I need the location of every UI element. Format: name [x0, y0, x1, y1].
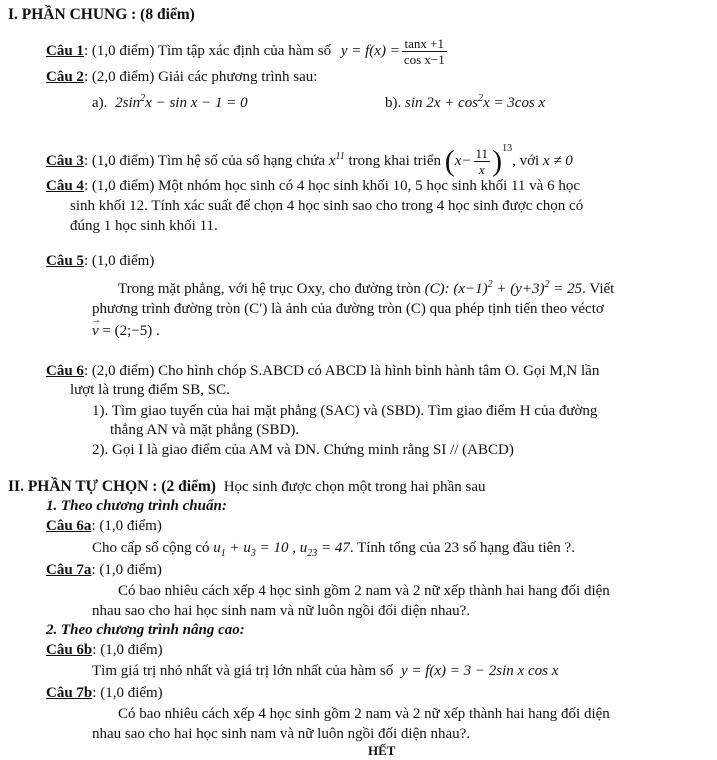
binomial-denominator: x [478, 162, 485, 178]
question-5-label: Câu 5 [46, 253, 84, 269]
question-5-head: : (1,0 điểm) [83, 253, 155, 269]
paren-open: ( [444, 144, 455, 178]
question-7b [46, 684, 163, 702]
fraction-denominator: cos x−1 [403, 52, 445, 67]
question-4 [46, 177, 580, 195]
question-2-label: Câu 2 [46, 69, 84, 85]
question-2b-label: b). [385, 95, 402, 111]
question-6b-text: Tìm giá trị nhỏ nhất và giá trị lớn nhất của hàm số [92, 663, 394, 679]
condition-x: x ≠ 0 [542, 153, 573, 169]
part2-heading-tail: Học sinh được chọn một trong hai phần sau [223, 479, 486, 495]
question-6-line-1: : (2,0 điểm) Cho hình chóp S.ABCD có ABCD là hình bình hành tâm O. Gọi M,N lần [83, 363, 600, 379]
question-3-tail: , với [512, 153, 540, 169]
question-7a-label: Câu 7a [46, 562, 92, 578]
question-3-text: : (1,0 điểm) Tìm hệ số của số hạng chứa [83, 153, 326, 169]
question-2b [385, 90, 545, 112]
question-4-line-1: : (1,0 điểm) Một nhóm học sinh có 4 học sinh khối 10, 5 học sinh khối 11 và 6 học [83, 178, 580, 194]
question-6b [46, 641, 163, 659]
question-7a-line-1: Có bao nhiêu cách xếp 4 học sinh gồm 2 nam và 2 nữ xếp thành hai hang đối diện [118, 583, 610, 599]
question-5-line-3 [92, 322, 160, 340]
question-1-lhs: y = f(x) = [340, 42, 400, 59]
binomial-numerator: 11 [475, 146, 489, 162]
question-6a-text: Cho cấp số cộng có [92, 540, 210, 556]
question-1-text: : (1,0 điểm) Tìm tập xác định của hàm số [83, 42, 332, 59]
question-6b-line-1 [92, 662, 558, 680]
question-1-fraction [402, 36, 447, 67]
binomial-exponent: 13 [502, 143, 513, 154]
paren-close: ) [492, 144, 503, 178]
question-6-line-5: 2). Gọi I là giao điểm của AM và DN. Chứng minh rằng SI // (ABCD) [92, 442, 514, 458]
program-standard-heading: 1. Theo chương trình chuẩn: [46, 498, 227, 514]
question-1 [46, 36, 449, 67]
question-7a-head: : (1,0 điểm) [91, 562, 162, 578]
part2-heading: II. PHẦN TỰ CHỌN : (2 điểm) [8, 478, 216, 495]
question-6-line-2: lượt là trung điểm SB, SC. [70, 382, 230, 398]
question-1-label: Câu 1 [46, 42, 84, 59]
question-2-text: : (2,0 điểm) Giải các phương trình sau: [83, 69, 318, 85]
question-6-line-3: 1). Tìm giao tuyến của hai mặt phẳng (SAC) và (SBD). Tìm giao điểm H của đường [92, 403, 598, 419]
footer-end-mark: HẾT [368, 743, 396, 758]
part2-heading-line [8, 478, 486, 496]
question-7b-label: Câu 7b [46, 685, 93, 701]
question-3-label: Câu 3 [46, 153, 84, 169]
question-6-line-4: thẳng AN và mặt phẳng (SBD). [110, 422, 300, 438]
equation-2b: $\sin 2x + \cos^2x = 3\cos$ x [405, 93, 546, 111]
question-2a-label: a). [92, 95, 108, 111]
question-6 [46, 362, 599, 380]
circle-equation: (C): $(x-1)^2 + (y+3)^2 = 25$ [424, 279, 583, 297]
function-6b: y = f(x) = 3 − 2sin x cos x [400, 663, 559, 679]
question-6b-head: : (1,0 điểm) [92, 642, 163, 658]
fraction-numerator: tanx +1 [402, 36, 447, 52]
binomial-fraction [474, 146, 491, 177]
equation-2a: $2\sin^2x - \sin x - 1 = 0$ [115, 93, 248, 111]
question-6a-head: : (1,0 điểm) [91, 518, 162, 534]
question-4-label: Câu 4 [46, 178, 84, 194]
question-6a-tail: . Tính tổng của 23 số hạng đầu tiên ?. [349, 540, 575, 556]
question-7b-head: : (1,0 điểm) [92, 685, 163, 701]
term-x11: $x^{11}$ [328, 151, 345, 169]
question-5-line-1 [118, 276, 614, 298]
question-6-label: Câu 6 [46, 363, 84, 379]
vector-v: → v [92, 323, 99, 339]
binomial-x: x− [454, 153, 472, 169]
question-4-line-3: đúng 1 học sinh khối 11. [70, 218, 218, 234]
question-7b-line-2: nhau sao cho hai học sinh nam và nữ luôn ngồi đối diện nhau?. [92, 726, 471, 742]
question-7b-line-1: Có bao nhiêu cách xếp 4 học sinh gồm 2 nam và 2 nữ xếp thành hai hang đối diện [118, 706, 610, 722]
question-3 [46, 140, 573, 177]
question-5-line-2: phương trình đường tròn (C′) là ảnh của đường tròn (C) qua phép tịnh tiến theo véctơ [92, 301, 604, 317]
question-5 [46, 252, 154, 270]
question-5-text-1: Trong mặt phẳng, với hệ trục Oxy, cho đường tròn [118, 281, 421, 297]
part1-heading: I. PHẦN CHUNG : (8 điểm) [8, 6, 195, 23]
question-6a-line-1 [92, 539, 575, 563]
program-advanced-heading: 2. Theo chương trình nâng cao: [46, 622, 245, 638]
sequence-condition: $u_1 + u_3 = 10$ , $u_{23} = 47$ [213, 540, 350, 559]
question-5-tail: . Viết [582, 281, 615, 297]
question-6b-label: Câu 6b [46, 642, 93, 658]
question-7a-line-2: nhau sao cho hai học sinh nam và nữ luôn ngồi đối diện nhau?. [92, 603, 471, 619]
vector-value: = (2;−5) . [102, 323, 160, 339]
question-6a [46, 517, 162, 535]
question-7a [46, 561, 162, 579]
question-2 [46, 68, 317, 86]
question-4-line-2: sinh khối 12. Tính xác suất để chọn 4 học sinh sao cho trong 4 học sinh được chọn có [70, 198, 584, 214]
question-6a-label: Câu 6a [46, 518, 92, 534]
question-3-mid: trong khai triển [348, 153, 441, 169]
question-2a [92, 90, 248, 112]
